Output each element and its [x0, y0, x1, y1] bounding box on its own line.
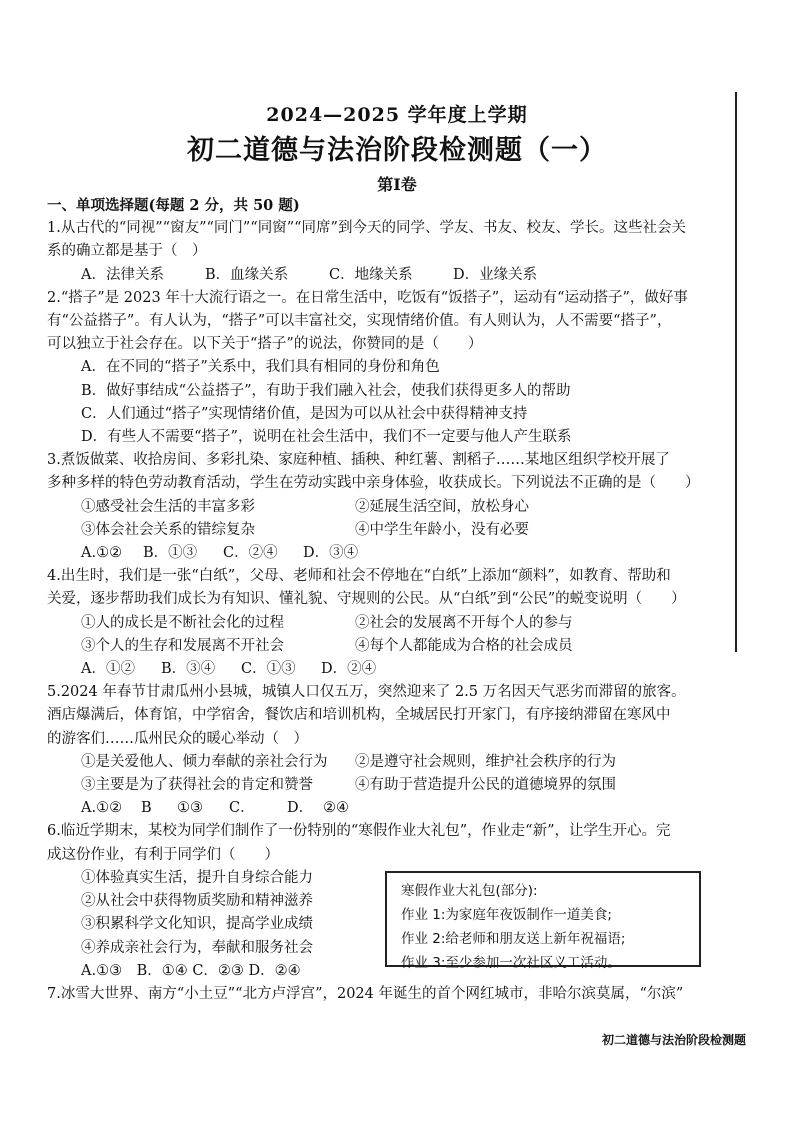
option-d: D．③④: [303, 545, 359, 562]
homework-box-title: 寒假作业大礼包(部分):: [401, 882, 538, 899]
question-3-statements: [47, 496, 737, 519]
question-3-statements: [47, 519, 737, 542]
statement-1: ①是关爱他人、倾力奉献的亲社会行为: [81, 753, 328, 770]
option-a: A．法律关系: [81, 266, 164, 283]
option-d: D．业缘关系: [453, 266, 538, 283]
question-3-line: 3.煮饭做菜、收拾房间、多彩扎染、家庭种植、插秧、种红薯、割稻子……某地区组织学校开展了: [47, 452, 670, 469]
option-d: D．有些人不需要“搭子”，说明在社会生活中，我们不一定要与他人产生联系: [81, 429, 572, 446]
question-4-line: 关爱，逐步帮助我们成长为有知识、懂礼貌、守规则的公民。从“白纸”到“公民”的蜕变说明（ ）: [47, 591, 686, 608]
option-a: A．在不同的“搭子”关系中，我们具有相同的身份和角色: [81, 359, 440, 376]
question-5-line: 的游客们……瓜州民众的暖心举动（ ）: [47, 730, 308, 747]
statement-2: ②延展生活空间，放松身心: [355, 498, 529, 515]
question-2-line: 有“公益搭子”。有人认为，“搭子”可以丰富社交，实现情绪价值。有人则认为，人不需要“搭子”，: [47, 313, 672, 330]
question-6-options: A.①③ B．①④ C．②③ D．②④: [81, 962, 301, 979]
question-2-line: 2.“搭子”是 2023 年十大流行语之一。在日常生活中，吃饭有“饭搭子”，运动有“运动搭子”，做好事: [47, 289, 688, 306]
volume-title: 第Ⅰ卷: [377, 175, 417, 194]
question-1-line: 1.从古代的“同视”“窗友”“同门”“同窗”“同席”到今天的同学、学友、书友、校友、学长。这些社会关: [47, 220, 686, 237]
homework-item: 作业 2:给老师和朋友送上新年祝福语;: [401, 930, 626, 947]
option-b: ①③: [177, 800, 203, 817]
statement-2: ②社会的发展离不开每个人的参与: [355, 614, 573, 631]
statement-4: ④每个人都能成为合格的社会成员: [355, 637, 573, 654]
exam-title: 初二道德与法治阶段检测题（一）: [187, 135, 607, 166]
question-6-line: 成这份作业，有利于同学们（ ）: [47, 846, 279, 863]
question-1-options: [47, 264, 737, 287]
statement-1: ①感受社会生活的丰富多彩: [81, 498, 255, 515]
question-5-options: [47, 797, 737, 820]
option-d: ②④: [323, 800, 349, 817]
question-5-statements: [47, 751, 737, 774]
term-title: 2024—2025 学年度上学期: [266, 104, 528, 126]
homework-item: 作业 3:至少参加一次社区义工活动。: [401, 954, 621, 971]
question-4-statements: [47, 635, 737, 658]
statement-3: ③主要是为了获得社会的肯定和赞誉: [81, 777, 313, 794]
statement-3: ③个人的生存和发展离不开社会: [81, 637, 284, 654]
option-c: C．①③: [241, 661, 296, 678]
question-4-options: [47, 658, 737, 681]
question-7-line: 7.冰雪大世界、南方“小土豆”“北方卢浮宫”，2024 年诞生的首个网红城市，非哈尔滨莫属，“尔滨”: [47, 985, 684, 1002]
section-heading: 一、单项选择题(每题 2 分，共 50 题): [47, 197, 300, 214]
option-a: A．①②: [81, 661, 135, 678]
statement-4: ④养成亲社会行为，奉献和服务社会: [81, 939, 313, 956]
question-3-line: 多种多样的特色劳动教育活动，学生在劳动实践中亲身体验，收获成长。下列说法不正确的是（ ）: [47, 475, 700, 492]
statement-4: ④中学生年龄小，没有必要: [355, 521, 529, 538]
option-a: A.①②: [81, 545, 123, 562]
question-2-line: 可以独立于社会存在。以下关于“搭子”的说法，你赞同的是（ ）: [47, 336, 483, 353]
statement-3: ③积累科学文化知识，提高学业成绩: [81, 916, 313, 933]
question-5-line: 酒店爆满后，体育馆，中学宿舍，餐饮店和培训机构，全城居民打开家门，有序接纳滞留在寒风中: [47, 707, 671, 724]
option-b: B．③④: [161, 661, 216, 678]
statement-2: ②是遵守社会规则，维护社会秩序的行为: [355, 753, 616, 770]
option-a: A.①②: [81, 800, 123, 817]
question-5-line: 5.2024 年春节甘肃瓜州小县城，城镇人口仅五万，突然迎来了 2.5 万名因天气恶劣而滞留的旅客。: [47, 684, 686, 701]
option-c: C．②④: [223, 545, 278, 562]
statement-1: ①体验真实生活，提升自身综合能力: [81, 869, 313, 886]
option-c: C．人们通过“搭子”实现情绪价值，是因为可以从社会中获得精神支持: [81, 405, 528, 422]
statement-3: ③体会社会关系的错综复杂: [81, 521, 255, 538]
question-4-statements: [47, 612, 737, 635]
option-b: B．血缘关系: [205, 266, 289, 283]
homework-box: [385, 871, 701, 971]
question-5-statements: [47, 774, 737, 797]
option-d: D．②④: [321, 661, 377, 678]
question-1-line: 系的确立都是基于（ ）: [47, 243, 207, 260]
option-b: B．①③: [143, 545, 198, 562]
option-d-letter: D．: [287, 800, 314, 817]
statement-4: ④有助于营造提升公民的道德境界的氛围: [355, 777, 616, 794]
statement-2: ②从社会中获得物质奖励和精神滋养: [81, 893, 313, 910]
question-6-line: 6.临近学期末，某校为同学们制作了一份特别的“寒假作业大礼包”，作业走“新”，让学生开心。完: [47, 823, 671, 840]
question-3-options: [47, 542, 737, 565]
homework-item: 作业 1:为家庭年夜饭制作一道美食;: [401, 906, 612, 923]
question-4-line: 4.出生时，我们是一张“白纸”，父母、老师和社会不停地在“白纸”上添加“颜料”，如教育、帮助和: [47, 568, 671, 585]
page-footer: 初二道德与法治阶段检测题: [601, 1033, 746, 1047]
option-b: B．做好事结成“公益搭子”，有助于我们融入社会，使我们获得更多人的帮助: [81, 382, 571, 399]
exam-content: [47, 194, 737, 1006]
statement-1: ①人的成长是不断社会化的过程: [81, 614, 284, 631]
option-c: C．地缘关系: [329, 266, 413, 283]
option-b-letter: B: [141, 800, 152, 817]
question-6-body: [47, 867, 737, 983]
option-c-letter: C．: [229, 800, 255, 817]
